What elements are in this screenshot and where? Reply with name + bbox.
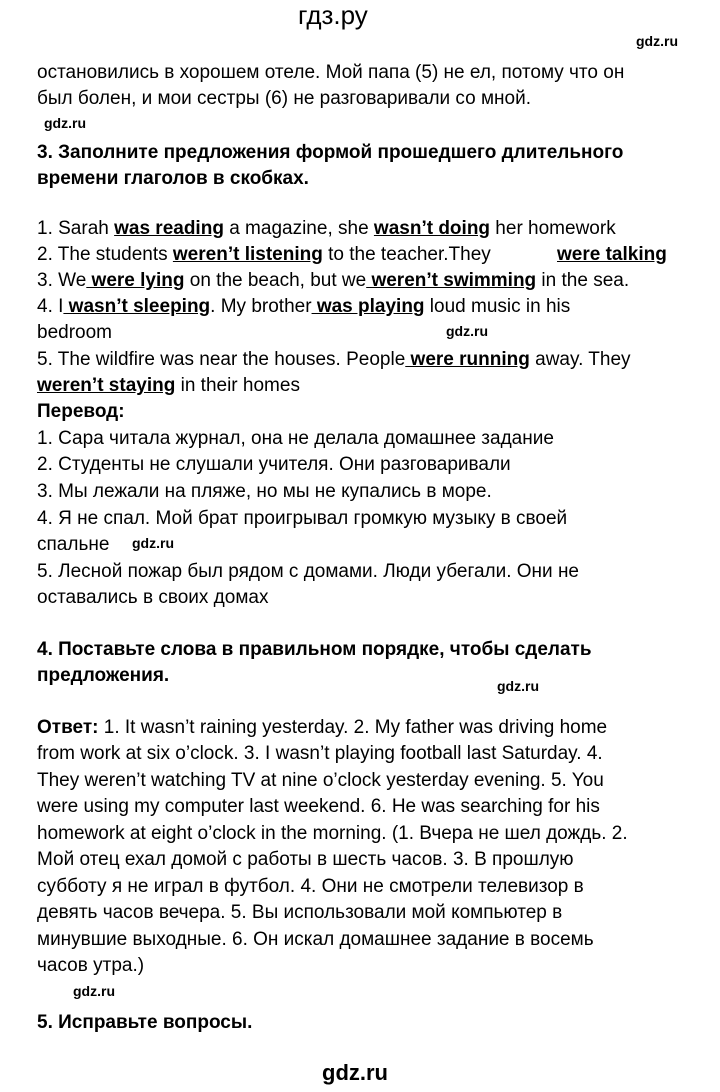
task4-answer-line-9: минувшие выходные. 6. Он искал домашнее задание в восемь — [37, 929, 594, 950]
task4-answer-line-8: девять часов вечера. 5. Вы использовали мой компьютер в — [37, 902, 563, 923]
translation-label: Перевод: — [37, 401, 125, 422]
translation-4-line-2: спальне — [37, 534, 110, 555]
translation-2: 2. Студенты не слушали учителя. Они разговаривали — [37, 454, 511, 475]
answer: weren’t staying — [37, 375, 176, 396]
site-title: гдз.ру — [298, 0, 368, 30]
task4-answer-line-4: were using my computer last weekend. 6. He was searching for his — [37, 796, 600, 817]
intro-line-1: остановились в хорошем отеле. Мой папа (5) не ел, потому что он — [37, 62, 625, 83]
answer: were lying — [86, 270, 185, 291]
task4-answer-line-1 — [37, 715, 607, 741]
task4-answer-line-6: Мой отец ехал домой с работы в шесть часов. 3. В прошлую — [37, 849, 574, 870]
text: 3. We — [37, 270, 87, 291]
text: in the sea. — [536, 270, 630, 291]
watermark: gdz.ru — [44, 115, 86, 131]
text: 4. I — [37, 296, 64, 317]
text: 2. The students — [37, 244, 173, 265]
task4-answer-line-10: часов утра.) — [37, 955, 145, 976]
answer: wasn’t doing — [373, 218, 491, 239]
translation-3: 3. Мы лежали на пляже, но мы не купались в море. — [37, 481, 492, 502]
translation-5-line-2: оставались в своих домах — [37, 587, 269, 608]
task3-sentence-4-line-2: bedroom — [37, 322, 112, 343]
task5-title: 5. Исправьте вопросы. — [37, 1012, 253, 1033]
task3-sentence-5 — [37, 347, 631, 373]
translation-4: 4. Я не спал. Мой брат проигрывал громкую музыку в своей — [37, 508, 568, 529]
answer-label: Ответ: — [37, 717, 99, 738]
task3-title-line-2: времени глаголов в скобках. — [37, 168, 309, 189]
text: on the beach, but we — [184, 270, 367, 291]
task4-answer-line-3: They weren’t watching TV at nine o’clock yesterday evening. 5. You — [37, 770, 604, 791]
task4-answer-line-7: субботу я не играл в футбол. 4. Они не смотрели телевизор в — [37, 876, 584, 897]
text: a magazine, she — [223, 218, 374, 239]
watermark: gdz.ru — [132, 535, 174, 551]
translation-5: 5. Лесной пожар был рядом с домами. Люди убегали. Они не — [37, 561, 580, 582]
task3-sentence-2-answer-2: were talking — [557, 244, 667, 265]
task3-sentence-3 — [37, 268, 629, 294]
task3-sentence-1 — [37, 216, 616, 242]
footer-site: gdz.ru — [322, 1060, 388, 1085]
task4-answer-line-2: from work at six o’clock. 3. I wasn’t playing football last Saturday. 4. — [37, 743, 603, 764]
translation-1: 1. Сара читала журнал, она не делала домашнее задание — [37, 428, 554, 449]
task3-title-line-1: 3. Заполните предложения формой прошедшего длительного — [37, 142, 624, 163]
text: loud music in his — [424, 296, 571, 317]
text: her homework — [490, 218, 616, 239]
watermark: gdz.ru — [73, 983, 115, 999]
text: in their homes — [175, 375, 300, 396]
text: away. They — [529, 349, 631, 370]
answer: was reading — [114, 218, 224, 239]
task4-title-line-1: 4. Поставьте слова в правильном порядке, чтобы сделать — [37, 639, 592, 660]
text: . My brother — [210, 296, 312, 317]
text: to the teacher.They — [322, 244, 491, 265]
watermark: gdz.ru — [446, 323, 488, 339]
task3-sentence-4 — [37, 294, 570, 320]
task4-answer-line-5: homework at eight o’clock in the morning. (1. Вчера не шел дождь. 2. — [37, 823, 628, 844]
answer: wasn’t sleeping — [63, 296, 211, 317]
task3-sentence-5-line-2 — [37, 373, 300, 399]
answer: was playing — [311, 296, 425, 317]
watermark: gdz.ru — [497, 678, 539, 694]
task3-sentence-2 — [37, 242, 491, 268]
task4-title-line-2: предложения. — [37, 665, 170, 686]
text: 1. Sarah — [37, 218, 115, 239]
answer: were running — [405, 349, 530, 370]
answer: weren’t listening — [172, 244, 323, 265]
intro-line-2: был болен, и мои сестры (6) не разговаривали со мной. — [37, 88, 531, 109]
text: 5. The wildfire was near the houses. People — [37, 349, 406, 370]
answer: weren’t swimming — [366, 270, 537, 291]
watermark: gdz.ru — [636, 33, 678, 49]
text: 1. It wasn’t raining yesterday. 2. My father was driving home — [98, 717, 608, 738]
